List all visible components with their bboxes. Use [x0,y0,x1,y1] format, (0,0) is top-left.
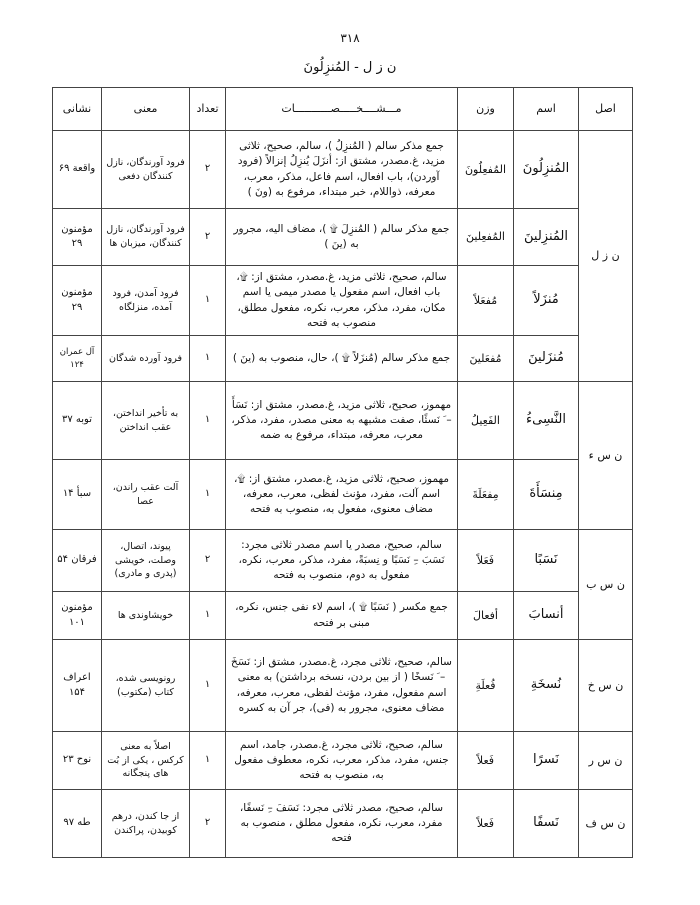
meaning-cell: پیوند، اتصال، وصلت، خویشی (پدری و مادری) [102,530,190,592]
count-cell: ۲ [190,790,226,858]
description-cell: سالم، صحیح، مصدر ثلاثی مجرد: نَسَفَ –ِ نَسفًا، مفرد، معرب، نکره، مفعول مطلق ، منصوب به فتحه [226,790,458,858]
word-cell: مُنزَلاً [514,266,579,336]
word-cell: مُنزَلینَ [514,336,579,382]
count-cell: ۱ [190,732,226,790]
table-row [53,732,633,790]
description-cell: جمع مذکر سالم ( المُنزِلَ ۩ )، مضاف الیه، مجرور به (ینَ ) [226,209,458,266]
meaning-cell: فرود آمدن، فرود آمده، منزلگاه [102,266,190,336]
description-cell: سالم، صحیح، ثلاثی مزید، غ.مصدر، مشتق از: ۩، باب افعال، اسم مفعول یا مصدر میمی یا اسم مکان، مفرد، مذکر، معرب، نکره، مفعول مطلق، منصوب به فتحه [226,266,458,336]
reference-cell: سبأ ۱۴ [53,460,102,530]
description-cell: سالم، صحیح، ثلاثی مجرد، غ.مصدر، مشتق از: نَسَخَ – َ نَسخًا ( از بین بردن، نسخه برداشتن) به معنی اسم مفعول، مفرد، مؤنث لفظی، معرب، معرفه، مضاف معنوی، مجرور به (فی)، جر آن به کسره [226,640,458,732]
table-row [53,266,633,336]
count-cell: ۱ [190,336,226,382]
table-row [53,592,633,640]
page-number: ۳۱۸ [340,31,360,45]
header-tedad: تعداد [190,88,226,131]
meaning-cell: خویشاوندی ها [102,592,190,640]
root-cell: ن س ء [579,382,633,530]
meaning-cell: فرود آورندگان، نازل کنندگان، میزبان ها [102,209,190,266]
count-cell: ۱ [190,640,226,732]
count-cell: ۱ [190,592,226,640]
word-cell: نَسرًا [514,732,579,790]
pattern-cell: مُفعَلینَ [458,336,514,382]
count-cell: ۱ [190,460,226,530]
word-cell: أنسابَ [514,592,579,640]
pattern-cell: أفعالَ [458,592,514,640]
reference-cell: اعراف ۱۵۴ [53,640,102,732]
reference-cell: آل عمران ۱۲۴ [53,336,102,382]
pattern-cell: فُعلَةِ [458,640,514,732]
pattern-cell: مُفعَلاً [458,266,514,336]
description-cell: مهموز، صحیح، ثلاثی مزید، غ.مصدر، مشتق از: نَسَأَ – َ نَسئًا، صفت مشبهه به معنی مصدر، مفرد، مذکر، معرب، معرفه، مبتداء، مرفوع به ضمه [226,382,458,460]
table-row [53,131,633,209]
header-mani: معنی [102,88,190,131]
word-cell: نَسفًا [514,790,579,858]
reference-cell: نوح ۲۳ [53,732,102,790]
header-wazn: وزن [458,88,514,131]
header-neshani: نشانی [53,88,102,131]
root-cell: ن س ف [579,790,633,858]
reference-cell: مؤمنون ۲۹ [53,266,102,336]
meaning-cell: آلت عقب راندن، عصا [102,460,190,530]
word-cell: النَّسِیءُ [514,382,579,460]
word-cell: المُنزِلُونَ [514,131,579,209]
word-cell: مِنسَأَةَ [514,460,579,530]
reference-cell: واقعة ۶۹ [53,131,102,209]
reference-cell: مؤمنون ۲۹ [53,209,102,266]
description-cell: مهموز، صحیح، ثلاثی مزید، غ.مصدر، مشتق از: ۩، اسم آلت، مفرد، مؤنث لفظی، معرب، معرفه، مضاف معنوی، مفعول به، منصوب به فتحه [226,460,458,530]
description-cell: جمع مذکر سالم ( المُنزِلُ )، سالم، صحیح، ثلاثی مزید، غ.مصدر، مشتق از: أنزَلَ یُنزِلُ إنزالاً (فرود آوردن)، باب افعال، اسم فاعل، مذکر، معرب، معرفه، ذواللام، خبر مبتداء، مرفوع به (ونَ ) [226,131,458,209]
word-cell: نُسخَةِ [514,640,579,732]
reference-cell: مؤمنون ۱۰۱ [53,592,102,640]
pattern-cell: فَعلاً [458,790,514,858]
table-row [53,530,633,592]
meaning-cell: از جا کندن، درهم کوبیدن، پراکندن [102,790,190,858]
count-cell: ۲ [190,530,226,592]
root-cell: ن ز ل [579,131,633,382]
reference-cell: فرقان ۵۴ [53,530,102,592]
meaning-cell: فرود آورندگان، نازل کنندگان دفعی [102,131,190,209]
pattern-cell: المُفعِلُونَ [458,131,514,209]
meaning-cell: اصلاً به معنی کرکس ، یکی از بُت های پنجگانه [102,732,190,790]
meaning-cell: به تأخیر انداختن، عقب انداختن [102,382,190,460]
description-cell: سالم، صحیح، مصدر یا اسم مصدر ثلاثی مجرد: نَسَبَ –ِ نَسَبًا و نِسبَةً، مفرد، مذکر، معرب، نکره، مفعول به دوم، منصوب به فتحه [226,530,458,592]
word-cell: المُنزِلینَ [514,209,579,266]
description-cell: جمع مذکر سالم (مُنزَلاً ۩ )، حال، منصوب به (ینَ ) [226,336,458,382]
table-row [53,790,633,858]
header-asl: اصل [579,88,633,131]
table-row [53,336,633,382]
pattern-cell: المُفعِلینَ [458,209,514,266]
root-cell: ن س ر [579,732,633,790]
count-cell: ۲ [190,209,226,266]
meaning-cell: فرود آورده شدگان [102,336,190,382]
meaning-cell: رونویسی شده، کتاب (مکتوب) [102,640,190,732]
count-cell: ۲ [190,131,226,209]
description-cell: جمع مکسر ( نَسَبًا ۩ )، اسم لاء نفی جنس، نکره، مبنی بر فتحه [226,592,458,640]
root-cell: ن س ب [579,530,633,640]
reference-cell: طه ۹۷ [53,790,102,858]
page-title: ن ز ل - المُنزِلُونَ [303,60,397,75]
table-row [53,209,633,266]
description-cell: سالم، صحیح، ثلاثی مجرد، غ.مصدر، جامد، اسم جنس، مفرد، مذکر، معرب، نکره، معطوف مفعول به، منصوب به فتحه [226,732,458,790]
table-row [53,382,633,460]
pattern-cell: فَعلاً [458,732,514,790]
header-ism: اسم [514,88,579,131]
word-cell: نَسَبًا [514,530,579,592]
table-row [53,460,633,530]
table-row [53,640,633,732]
root-cell: ن س خ [579,640,633,732]
header-moshakhasat: مـــشــــخـــــصـــــــــــات [226,88,458,131]
pattern-cell: الفَعِیلُ [458,382,514,460]
count-cell: ۱ [190,266,226,336]
count-cell: ۱ [190,382,226,460]
pattern-cell: مِفعَلَةَ [458,460,514,530]
pattern-cell: فَعَلاً [458,530,514,592]
lexicon-table [52,87,633,858]
table-header-row [53,88,633,131]
reference-cell: توبه ۳۷ [53,382,102,460]
